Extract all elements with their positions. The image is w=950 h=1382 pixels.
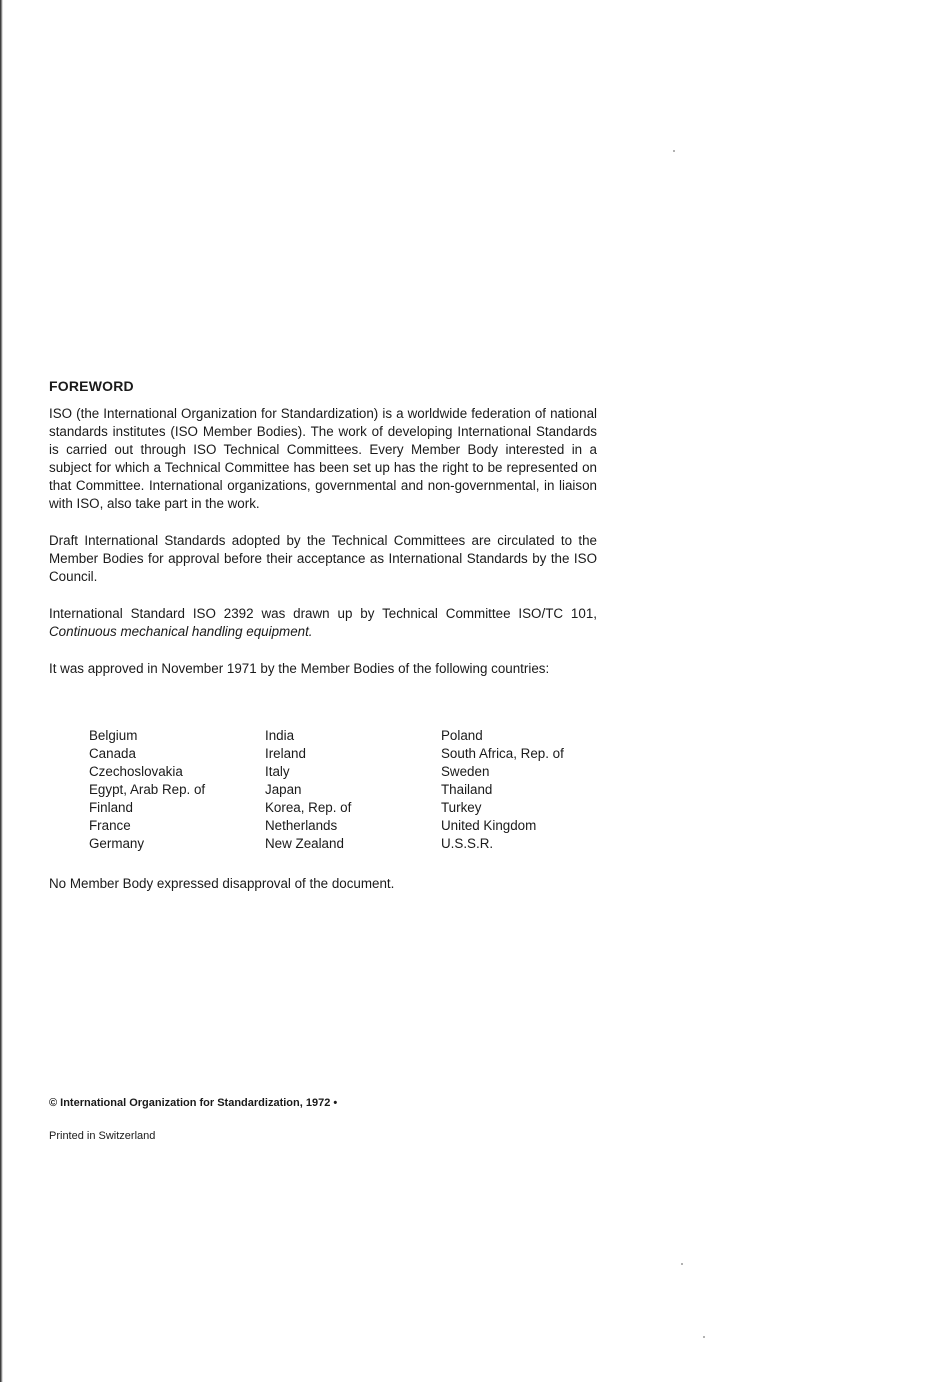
country-item: Italy: [265, 764, 290, 779]
scan-left-edge: [0, 0, 3, 1382]
country-item: Germany: [89, 836, 145, 851]
paragraph-3-text: International Standard ISO 2392 was drawn up by Technical Committee ISO/TC 101,: [49, 606, 597, 621]
country-item: U.S.S.R.: [441, 836, 494, 851]
country-item: Egypt, Arab Rep. of: [89, 782, 206, 797]
country-item: New Zealand: [265, 836, 344, 851]
country-item: India: [265, 728, 295, 743]
closing-statement: No Member Body expressed disapproval of the document.: [49, 876, 395, 891]
copyright-notice: © International Organization for Standardization, 1972 •: [49, 1097, 338, 1109]
foreword-paragraph-3: [49, 605, 597, 641]
country-item: Thailand: [441, 782, 493, 797]
printed-in-notice: Printed in Switzerland: [49, 1130, 156, 1142]
country-item: France: [89, 818, 131, 833]
country-item: Sweden: [441, 764, 490, 779]
scan-speck: [673, 150, 675, 152]
foreword-paragraph-2: Draft International Standards adopted by the Technical Committees are circulated to the Member Bodies for approval before their acceptance as International Standards by the ISO Council.: [49, 533, 597, 584]
foreword-heading: FOREWORD: [49, 378, 134, 394]
committee-title: Continuous mechanical handling equipment.: [49, 624, 313, 639]
country-item: Netherlands: [265, 818, 338, 833]
countries-column-1: [89, 727, 265, 853]
foreword-paragraph-4: It was approved in November 1971 by the Member Bodies of the following countries:: [49, 661, 550, 676]
country-item: United Kingdom: [441, 818, 537, 833]
country-item: Ireland: [265, 746, 306, 761]
country-item: Turkey: [441, 800, 482, 815]
country-item: Czechoslovakia: [89, 764, 183, 779]
country-item: Finland: [89, 800, 133, 815]
country-item: Korea, Rep. of: [265, 800, 352, 815]
country-item: Poland: [441, 728, 483, 743]
scan-speck: [703, 1336, 705, 1338]
country-item: Canada: [89, 746, 136, 761]
countries-column-2: [265, 727, 441, 853]
foreword-paragraph-1: ISO (the International Organization for Standardization) is a worldwide federation of national standards institutes (ISO Member Bodies). The work of developing International Standards is carried out through ISO Technical Committees. Every Member Body interested in a subject for which a Technical Committee has been set up has the right to be represented on that Committee. International organizations, governmental and non-governmental, in liaison with ISO, also take part in the work.: [49, 406, 597, 511]
foreword-section: [49, 378, 597, 697]
country-item: South Africa, Rep. of: [441, 746, 564, 761]
member-countries-table: [89, 727, 609, 853]
scan-speck: [681, 1263, 683, 1265]
countries-column-3: [441, 727, 609, 853]
country-item: Belgium: [89, 728, 138, 743]
country-item: Japan: [265, 782, 302, 797]
